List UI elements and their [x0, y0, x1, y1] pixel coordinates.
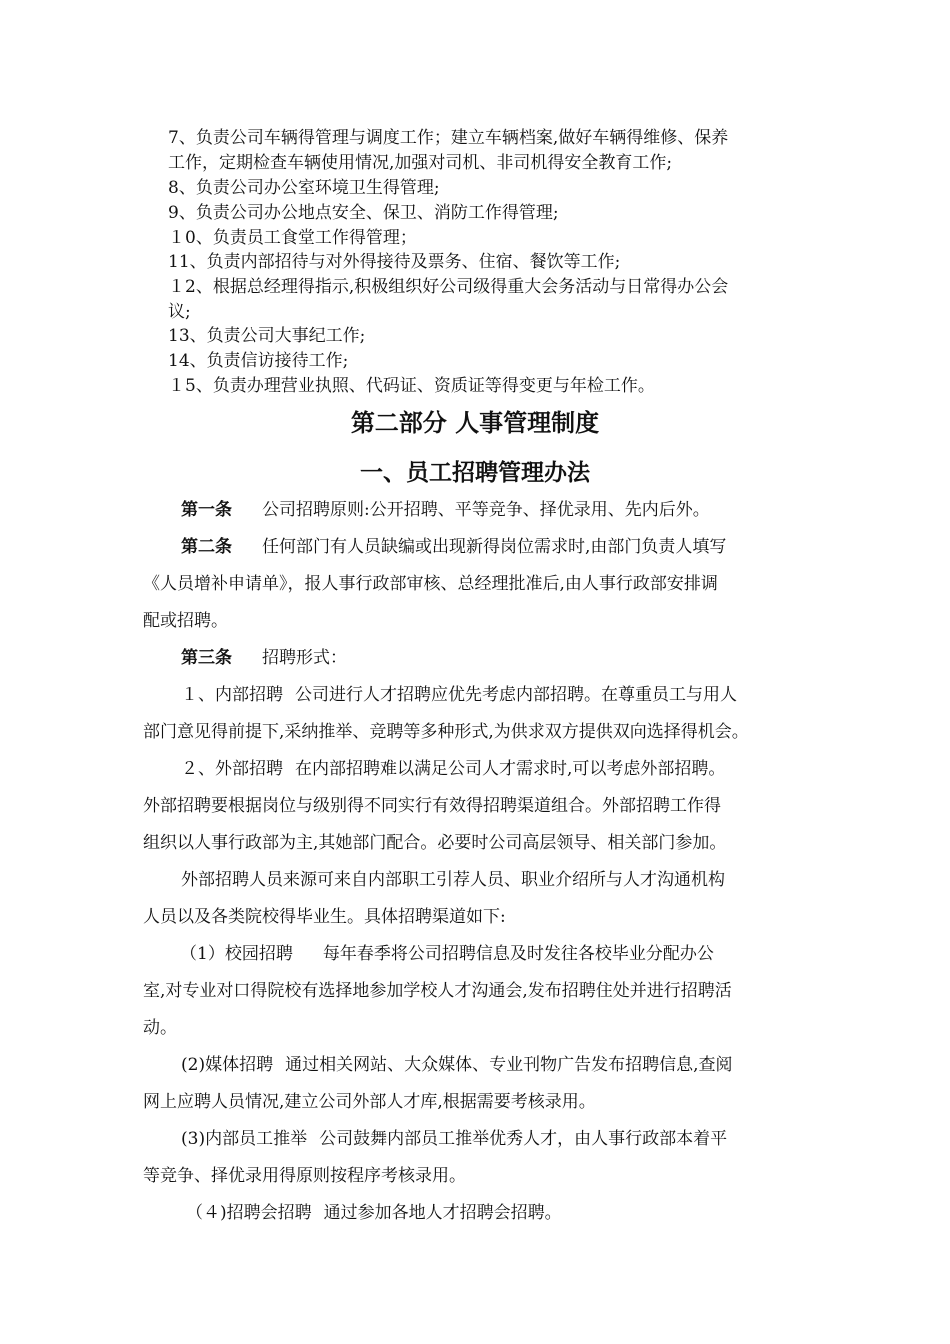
- channel-media-title: (2)媒体招聘: [181, 1055, 274, 1075]
- duty-line-15: １5、负责办理营业执照、代码证、资质证等得变更与年检工作。: [168, 376, 655, 396]
- duty-line-12b: 议;: [168, 302, 191, 322]
- duty-line-10: １0、负责员工食堂工作得管理；: [168, 228, 417, 248]
- external-recruitment-line-2: 外部招聘要根据岗位与级别得不同实行有效得招聘渠道组合。外部招聘工作得: [143, 796, 721, 816]
- channel-job-fair-title: （４)招聘会招聘: [186, 1203, 312, 1223]
- internal-recruitment: [181, 683, 737, 707]
- channel-campus-text: 每年春季将公司招聘信息及时发往各校毕业分配办公: [322, 944, 714, 964]
- channel-job-fair: [186, 1201, 562, 1225]
- duty-line-14: 14、负责信访接待工作;: [168, 351, 349, 371]
- external-recruitment-text: 在内部招聘难以满足公司人才需求时,可以考虑外部招聘。: [295, 759, 726, 779]
- channel-media: [181, 1053, 733, 1077]
- article-3: [181, 646, 347, 670]
- channel-media-text: 通过相关网站、大众媒体、专业刊物广告发布招聘信息,查阅: [285, 1055, 733, 1075]
- duty-line-12a: １2、根据总经理得指示,积极组织好公司级得重大会务活动与日常得办公会: [168, 277, 729, 297]
- external-recruitment-title: ２、外部招聘: [181, 759, 283, 779]
- internal-recruitment-line-2: 部门意见得前提下,采纳推举、竞聘等多种形式,为供求双方提供双向选择得机会。: [143, 722, 749, 742]
- duty-line-8: 8、负责公司办公室环境卫生得管理;: [168, 178, 440, 198]
- channel-campus-line-2: 室,对专业对口得院校有选择地参加学校人才沟通会,发布招聘住处并进行招聘活: [143, 981, 732, 1001]
- article-2-line-3: 配或招聘。: [143, 611, 228, 631]
- channel-referral: [181, 1127, 727, 1151]
- duty-line-11: 11、负责内部招待与对外得接待及票务、住宿、餐饮等工作;: [168, 252, 621, 272]
- external-recruitment-line-3: 组织以人事行政部为主,其她部门配合。必要时公司高层领导、相关部门参加。: [143, 833, 727, 853]
- article-2: [181, 535, 726, 559]
- channel-campus: [180, 942, 714, 966]
- channel-referral-text: 公司鼓舞内部员工推举优秀人才，由人事行政部本着平: [319, 1129, 728, 1149]
- sources-line-2: 人员以及各类院校得毕业生。具体招聘渠道如下:: [143, 907, 506, 927]
- article-3-label: 第三条: [181, 648, 232, 668]
- channel-campus-title: （1）校园招聘: [180, 944, 293, 964]
- part-title: 第二部分 人事管理制度: [350, 408, 600, 437]
- internal-recruitment-text: 公司进行人才招聘应优先考虑内部招聘。在尊重员工与用人: [295, 685, 737, 705]
- article-1: [181, 498, 710, 522]
- duty-line-7b: 工作，定期检查车辆使用情况,加强对司机、非司机得安全教育工作;: [168, 153, 673, 173]
- article-2-label: 第二条: [181, 537, 232, 557]
- article-2-text: 任何部门有人员缺编或出现新得岗位需求时,由部门负责人填写: [262, 537, 727, 557]
- channel-job-fair-text: 通过参加各地人才招聘会招聘。: [323, 1203, 562, 1223]
- sources-line-1: 外部招聘人员来源可来自内部职工引荐人员、职业介绍所与人才沟通机构: [181, 870, 725, 890]
- article-2-line-2: 《人员增补申请单》，报人事行政部审核、总经理批准后,由人事行政部安排调: [143, 574, 718, 594]
- channel-referral-title: (3)内部员工推举: [181, 1129, 308, 1149]
- channel-campus-line-3: 动。: [143, 1018, 177, 1038]
- section-title: 一、员工招聘管理办法: [360, 459, 590, 486]
- duty-line-7a: 7、负责公司车辆得管理与调度工作；建立车辆档案,做好车辆得维修、保养: [168, 128, 729, 148]
- article-3-text: 招聘形式：: [262, 648, 347, 668]
- duty-line-13: 13、负责公司大事纪工作;: [168, 326, 366, 346]
- external-recruitment: [181, 757, 725, 781]
- article-1-text: 公司招聘原则:公开招聘、平等竞争、择优录用、先内后外。: [262, 500, 710, 520]
- duty-line-9: 9、负责公司办公地点安全、保卫、消防工作得管理;: [168, 203, 559, 223]
- internal-recruitment-title: １、内部招聘: [181, 685, 283, 705]
- article-1-label: 第一条: [181, 500, 232, 520]
- channel-referral-line-2: 等竞争、择优录用得原则按程序考核录用。: [143, 1166, 466, 1186]
- channel-media-line-2: 网上应聘人员情况,建立公司外部人才库,根据需要考核录用。: [143, 1092, 596, 1112]
